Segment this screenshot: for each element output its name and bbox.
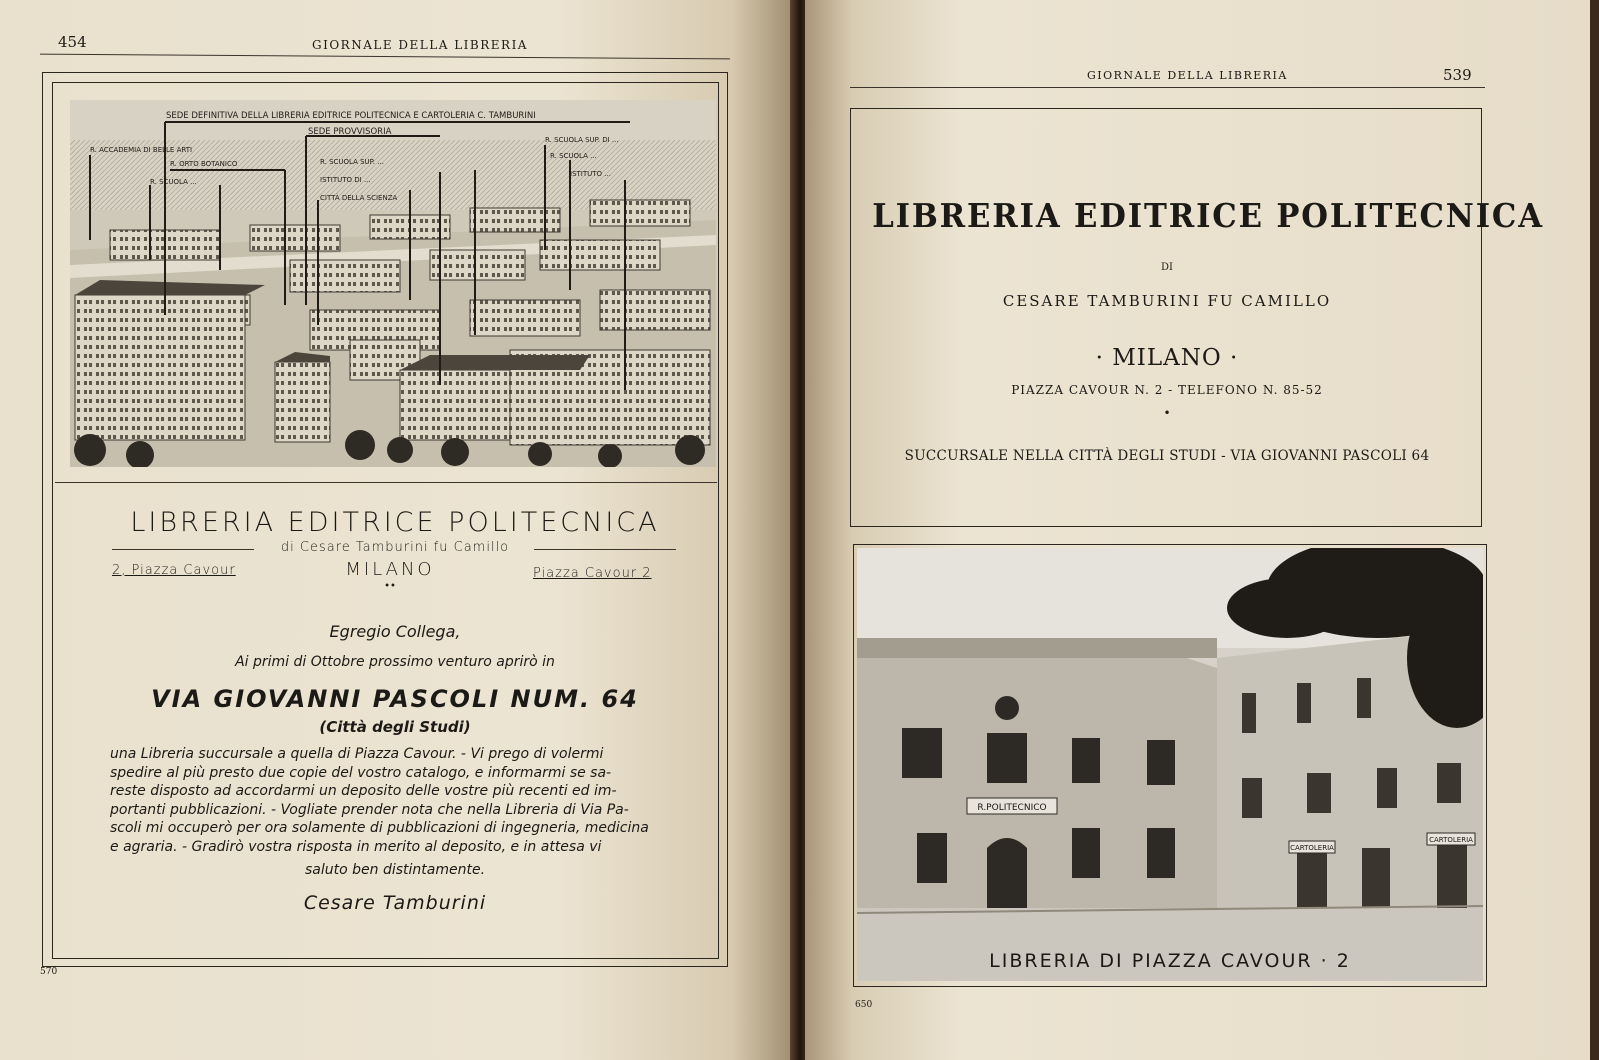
left-header-rule xyxy=(40,54,730,60)
svg-text:R. SCUOLA ...: R. SCUOLA ... xyxy=(150,178,197,186)
left-ad-greeting: Egregio Collega, xyxy=(329,622,461,641)
campus-engraving-svg xyxy=(70,100,716,467)
svg-text:R. ACCADEMIA DI BELLE ARTI: R. ACCADEMIA DI BELLE ARTI xyxy=(90,146,193,154)
engraving-label-definitive: SEDE DEFINITIVA DELLA LIBRERIA EDITRICE POLITECNICA E CARTOLERIA C. TAMBURINI xyxy=(166,111,536,121)
right-ad-title: LIBRERIA EDITRICE POLITECNICA xyxy=(872,196,1544,235)
campus-engraving xyxy=(70,100,716,467)
body-line: scoli mi occuperò per ora solamente di pubblicazioni di ingegneria, medicina xyxy=(110,820,649,836)
title-rule-right xyxy=(534,549,676,550)
svg-text:R. SCUOLA ...: R. SCUOLA ... xyxy=(550,152,597,160)
right-ad-owner: CESARE TAMBURINI FU CAMILLO xyxy=(1002,292,1332,310)
building-sign: R.POLITECNICO xyxy=(977,803,1047,813)
svg-text:R. ORTO BOTANICO: R. ORTO BOTANICO xyxy=(170,160,238,168)
left-page xyxy=(0,0,795,1060)
right-page-number: 539 xyxy=(1443,66,1472,84)
left-ad-closing: saluto ben distintamente. xyxy=(304,862,486,878)
body-line: spedire al più presto due copie del vostro catalogo, e informarmi se sa- xyxy=(110,764,612,781)
right-footer-number: 650 xyxy=(855,1000,873,1010)
left-ad-body xyxy=(110,745,680,856)
body-line: portanti pubblicazioni. - Vogliate prender nota che nella Libreria di Via Pa- xyxy=(110,801,629,818)
left-ad-title: LIBRERIA EDITRICE POLITECNICA xyxy=(130,507,660,538)
body-line: e agraria. - Gradirò vostra risposta in merito al deposito, e in attesa vi xyxy=(110,838,602,855)
left-ad-address-left: 2, Piazza Cavour xyxy=(112,563,236,578)
left-ad-intro: Ai primi di Ottobre prossimo venturo aprirò in xyxy=(235,654,555,670)
shop-sign-2: CARTOLERIA xyxy=(1429,836,1473,844)
left-footer-number: 570 xyxy=(40,967,58,977)
svg-text:R. SCUOLA SUP. DI ...: R. SCUOLA SUP. DI ... xyxy=(545,136,619,144)
right-ad-address: PIAZZA CAVOUR N. 2 - TELEFONO N. 85-52 xyxy=(1011,383,1323,397)
right-running-head: GIORNALE DELLA LIBRERIA xyxy=(1087,69,1288,82)
body-line: una Libreria succursale a quella di Piazza Cavour. - Vi prego di volermi xyxy=(110,746,604,762)
left-page-number: 454 xyxy=(58,33,87,51)
left-ad-city-mark: •• xyxy=(384,581,396,592)
svg-text:ISTITUTO DI ...: ISTITUTO DI ... xyxy=(320,176,371,184)
right-ad-bullet: • xyxy=(1163,406,1171,420)
right-page xyxy=(805,0,1599,1060)
svg-text:CITTÀ DELLA SCIENZA: CITTÀ DELLA SCIENZA xyxy=(320,194,398,202)
left-ad-signature: Cesare Tamburini xyxy=(303,892,487,914)
book-edge xyxy=(1590,0,1599,1060)
right-ad-di: DI xyxy=(1161,262,1173,273)
title-rule-left xyxy=(112,549,254,550)
left-ad-subtitle: di Cesare Tamburini fu Camillo xyxy=(280,540,510,555)
right-ad-city: · MILANO · xyxy=(1095,345,1239,371)
piazza-cavour-photo-svg xyxy=(857,548,1483,981)
right-ad-branch: SUCCURSALE NELLA CITTÀ DEGLI STUDI - VIA GIOVANNI PASCOLI 64 xyxy=(904,448,1430,464)
engraving-label-provisional: SEDE PROVVISORIA xyxy=(308,127,392,137)
right-ad-frame xyxy=(850,108,1544,527)
engraving-divider xyxy=(55,482,717,483)
svg-text:ISTITUTO ...: ISTITUTO ... xyxy=(570,170,611,178)
svg-text:R. SCUOLA SUP. ...: R. SCUOLA SUP. ... xyxy=(320,158,384,166)
left-ad-address-right: Piazza Cavour 2 xyxy=(533,566,652,581)
left-ad-subheadline: (Città degli Studi) xyxy=(319,718,471,736)
left-ad-headline: VIA GIOVANNI PASCOLI NUM. 64 xyxy=(151,685,639,713)
body-line: reste disposto ad accordarmi un deposito delle vostre più recenti ed im- xyxy=(110,783,617,799)
left-running-head: GIORNALE DELLA LIBRERIA xyxy=(312,38,528,52)
right-header-rule xyxy=(850,87,1485,88)
shop-sign-1: CARTOLERIA xyxy=(1290,844,1334,852)
photo-caption: LIBRERIA DI PIAZZA CAVOUR · 2 xyxy=(989,950,1351,972)
left-ad-city: MILANO xyxy=(345,559,435,580)
piazza-cavour-photo xyxy=(857,548,1483,981)
